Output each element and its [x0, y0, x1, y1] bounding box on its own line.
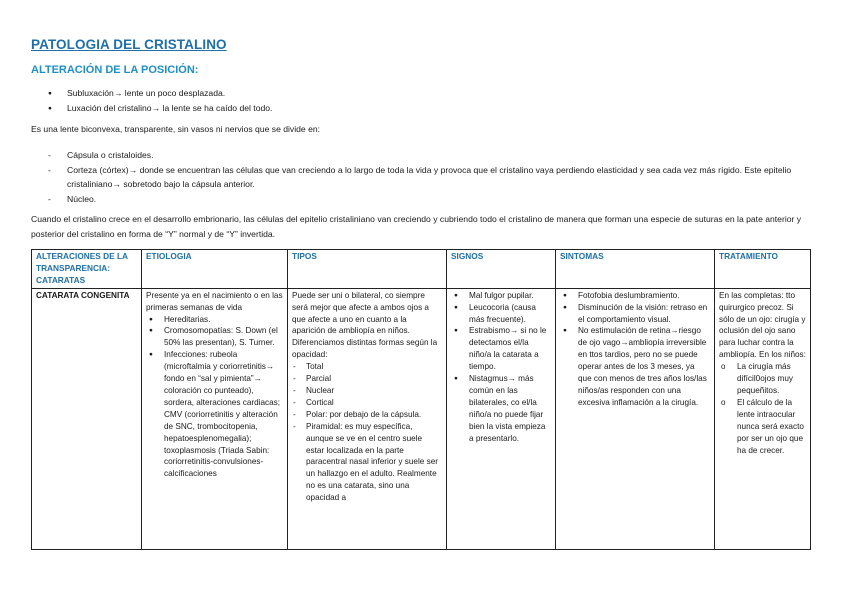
table-row — [32, 288, 811, 549]
header-signos: SIGNOS — [447, 250, 556, 289]
section-subtitle: ALTERACIÓN DE LA POSICIÓN: — [31, 64, 199, 76]
list-item: ● Leucocoria (causa más frecuente). — [451, 302, 551, 326]
list-item: - Polar: por debajo de la cápsula. — [292, 409, 442, 421]
cataract-table — [31, 249, 811, 550]
header-etiologia: ETIOLOGIA — [142, 250, 288, 289]
header-sintomas: SINTOMAS — [556, 250, 715, 289]
cell-tipos — [288, 288, 447, 549]
etiologia-intro: Presente ya en el nacimiento o en las primeras semanas de vida — [146, 290, 283, 312]
page-title: PATOLOGIA DEL CRISTALINO — [31, 37, 227, 52]
list-item: o El cálculo de la lente intraocular nunca será exacto por ser un ojo que ha de crecer. — [719, 397, 806, 457]
header-alteraciones: ALTERACIONES DE LA TRANSPARENCIA: CATARATAS — [32, 250, 142, 289]
list-item: - Cápsula o cristaloides. — [48, 148, 808, 163]
list-item: ● Hereditarias. — [146, 314, 283, 326]
list-item: ● Nistagmus→ más común en las bilaterales, co el/la niño/a no puede fijar bien la vista empieza a presentarlo. — [451, 373, 551, 444]
cell-tratamiento — [715, 288, 811, 549]
list-item: ● Luxación del cristalino→ la lente se ha caído del todo. — [48, 101, 272, 116]
table-header-row — [32, 250, 811, 289]
header-tratamiento: TRATAMIENTO — [715, 250, 811, 289]
list-item: ● Cromosomopatías: S. Down (el 50% las presentan), S. Turner. — [146, 325, 283, 349]
list-item: o La cirugía más difícil0ojos muy pequeñitos. — [719, 361, 806, 397]
cell-sintomas — [556, 288, 715, 549]
list-item: - Nuclear — [292, 385, 442, 397]
list-item: ● Subluxación→ lente un poco desplazada. — [48, 86, 272, 101]
list-item: - Corteza (córtex)→ donde se encuentran las células que van creciendo a lo largo de toda la vida y provoca que el cristalino vaya perdiendo elasticidad y sea cada vez más rígido. Este epitelio cristaliniano→ sobretodo bajo la cápsula anterior. — [48, 163, 808, 192]
cell-signos — [447, 288, 556, 549]
list-item: - Núcleo. — [48, 192, 808, 207]
tratamiento-intro: En las completas: tto quirurgico precoz. Si sólo de un ojo: cirugía y oclusión del ojo sano para luchar contra la ambliopía. En los niños: — [719, 290, 806, 360]
list-item: ● Disminución de la visión: retraso en el comportamiento visual. — [560, 302, 710, 326]
list-item: - Cortical — [292, 397, 442, 409]
intro-text: Es una lente biconvexa, transparente, sin vasos ni nervios que se divide en: — [31, 124, 321, 134]
list-item: ● Mal fulgor pupilar. — [451, 290, 551, 302]
position-bullet-list — [48, 86, 272, 116]
cell-etiologia — [142, 288, 288, 549]
list-item: ● Estrabismo→ si no le detectamos el/la niño/a la catarata a tiempo. — [451, 325, 551, 373]
list-item: ● Fotofobia deslumbramiento. — [560, 290, 710, 302]
list-item: ● No estimulación de retina→riesgo de ojo vago→ambliopía irreversible en ttos tardios, pero no se puede operar antes de los 3 meses, ya que con menos de tres años los/las niños/as responden con una excesiva inflamación a la cirugía. — [560, 325, 710, 408]
header-tipos: TIPOS — [288, 250, 447, 289]
list-item: - Piramidal: es muy específica, aunque se ve en el centro suele estar localizada en la parte paracentral nasal inferior y suele ser un hallazgo en el adulto. Realmente no es una catarata, sino una opacidad a — [292, 421, 442, 504]
list-item: ● Infecciones: rubeola (microftalmia y coriorretinitis→ fondo en “sal y pimienta”→ coloración co punteado), sordera, alteraciones cardiacas; CMV (coriorretinitis y alteración de SNC, trombocitopenia, hepatoesplenomegalia); toxoplasmosis (Triada Sabin: coriorretinitis-convulsiones-calcificaciones — [146, 349, 283, 480]
row-label: CATARATA CONGENITA — [32, 288, 142, 549]
list-item: - Total — [292, 361, 442, 373]
list-item: - Parcial — [292, 373, 442, 385]
tipos-intro: Puede ser uni o bilateral, co siempre será mejor que afecte a ambos ojos a que afecte a uno en cuanto a la aparición de ambliopía en niños. Diferenciamos distintas formas según la opacidad: — [292, 290, 438, 360]
lens-parts-list — [48, 148, 808, 206]
embryology-paragraph: Cuando el cristalino crece en el desarrollo embrionario, las células del epitelio cristaliniano van creciendo y cubriendo todo el cristalino de manera que forman una especie de suturas en la pate anterior y posterior del cristalino en forma de “Y” normal y de “Y” invertida. — [31, 214, 802, 239]
